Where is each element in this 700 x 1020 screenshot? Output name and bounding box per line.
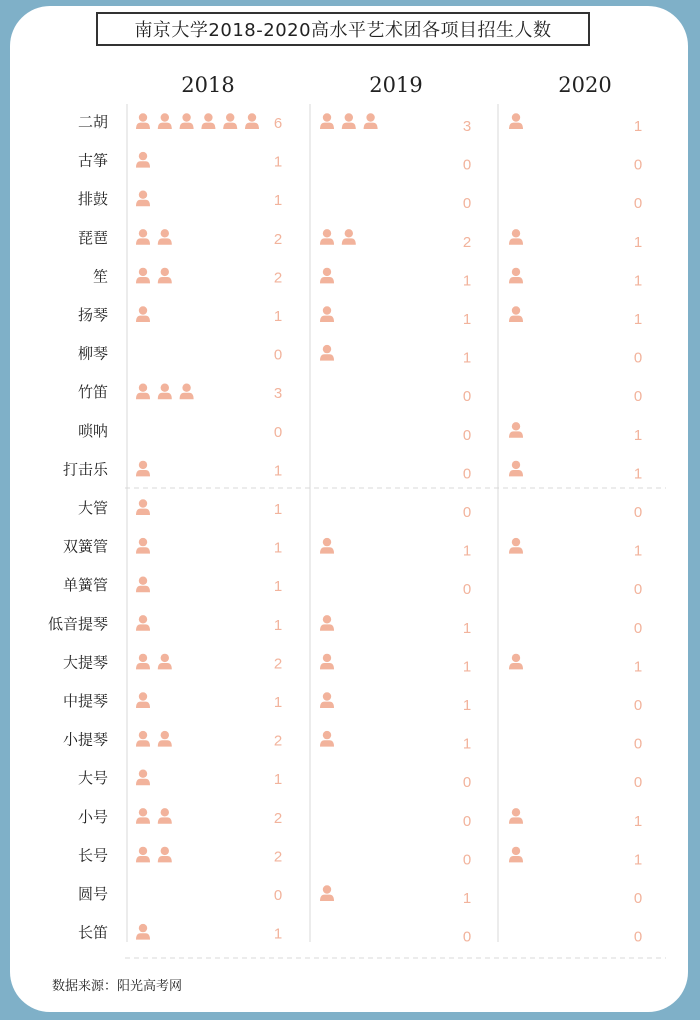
value-label: 1 [633,658,643,676]
person-icon [201,113,215,129]
person-icon [136,384,150,400]
value-label: 1 [633,233,643,251]
category-label: 打击乐 [62,460,108,479]
value-label: 0 [273,423,283,441]
person-icon [136,808,150,824]
category-label: 长笛 [77,923,108,942]
value-label: 0 [462,581,472,599]
value-label: 2 [273,809,283,827]
person-icon [136,538,150,554]
value-label: 1 [273,616,283,634]
value-label: 1 [462,272,472,290]
person-icon [509,113,523,129]
value-label: 1 [273,308,283,325]
person-icon [320,345,334,361]
value-label: 0 [633,156,643,174]
value-label: 1 [633,542,643,560]
value-label: 1 [633,851,643,869]
value-label: 1 [273,462,283,480]
value-label: 0 [462,465,472,483]
person-icon [509,229,523,245]
value-label: 1 [633,426,643,444]
category-label: 大号 [77,769,108,788]
value-label: 0 [273,346,283,364]
category-label: 扬琴 [77,306,108,324]
value-label: 2 [273,732,283,750]
person-icon [136,152,150,168]
value-label: 1 [273,771,283,789]
category-label: 柳琴 [77,344,108,363]
value-label: 1 [462,735,472,753]
person-icon [320,113,334,129]
person-icon [509,847,523,863]
value-label: 0 [633,890,643,907]
person-icon [320,654,334,670]
value-label: 1 [633,812,643,830]
person-icon [136,577,150,593]
value-label: 1 [462,542,472,560]
person-icon [158,808,172,824]
value-label: 1 [633,272,643,290]
person-icon [136,113,150,129]
person-icon [223,113,237,129]
person-icon [136,731,150,747]
value-label: 1 [633,118,643,135]
person-icon [136,847,150,863]
value-label: 6 [273,115,283,132]
value-label: 0 [633,388,643,406]
value-label: 0 [462,928,472,946]
person-icon [180,384,194,400]
value-label: 2 [273,655,283,673]
value-label: 0 [462,195,472,213]
value-label: 3 [462,118,472,135]
person-icon [320,229,334,245]
person-icon [342,113,356,129]
value-label: 1 [462,311,472,328]
value-label: 1 [462,349,472,367]
category-label: 竹笛 [77,383,108,402]
person-icon [158,113,172,129]
category-label: 小号 [77,807,108,826]
value-label: 1 [462,658,472,676]
category-label: 低音提琴 [47,614,108,633]
value-label: 1 [273,192,283,210]
value-label: 0 [462,426,472,444]
value-label: 1 [462,697,472,714]
value-label: 1 [273,694,283,711]
person-icon [509,654,523,670]
value-label: 1 [633,465,643,483]
person-icon [320,731,334,747]
person-icon [136,499,150,515]
person-icon [136,654,150,670]
value-label: 0 [633,774,643,792]
category-label: 单簧管 [62,576,108,595]
value-label: 0 [462,774,472,792]
category-label: 排鼓 [77,190,108,209]
category-label: 长号 [77,846,108,865]
person-icon [158,731,172,747]
person-icon [320,538,334,554]
value-label: 0 [273,887,283,904]
person-icon [509,461,523,477]
person-icon [320,885,334,901]
person-icon [158,268,172,284]
person-icon [245,113,259,129]
category-label: 大提琴 [62,653,108,672]
person-icon [364,113,378,129]
person-icon [136,306,150,322]
value-label: 1 [273,539,283,557]
value-label: 3 [273,385,283,403]
category-label: 大管 [77,499,108,517]
person-icon [320,268,334,284]
category-label: 双簧管 [62,537,108,556]
person-icon [320,306,334,322]
value-label: 1 [273,925,283,943]
value-label: 0 [462,504,472,521]
category-label: 唢呐 [77,421,108,440]
category-label: 中提琴 [62,692,108,710]
value-label: 1 [462,619,472,637]
value-label: 0 [633,735,643,753]
year-label: 2018 [181,73,235,97]
person-icon [320,692,334,708]
value-label: 2 [273,230,283,248]
chart-title: 南京大学2018-2020高水平艺术团各项目招生人数 [96,12,590,46]
value-label: 2 [273,848,283,866]
person-icon [136,191,150,207]
value-label: 2 [462,233,472,251]
person-icon [509,538,523,554]
value-label: 1 [273,501,283,518]
category-label: 二胡 [77,113,108,131]
value-label: 0 [462,851,472,869]
value-label: 0 [633,504,643,521]
person-icon [136,692,150,708]
value-label: 0 [462,156,472,174]
category-label: 笙 [92,267,108,286]
value-label: 0 [633,928,643,946]
value-label: 1 [273,578,283,596]
person-icon [158,229,172,245]
category-label: 琵琶 [77,228,108,247]
value-label: 0 [633,619,643,637]
person-icon [136,770,150,786]
value-label: 0 [462,388,472,406]
value-label: 0 [462,812,472,830]
person-icon [136,924,150,940]
person-icon [158,654,172,670]
person-icon [136,229,150,245]
person-icon [509,306,523,322]
person-icon [509,268,523,284]
value-label: 0 [633,349,643,367]
person-icon [509,808,523,824]
person-icon [136,268,150,284]
category-label: 古筝 [77,151,108,170]
value-label: 1 [633,311,643,328]
value-label: 2 [273,269,283,287]
value-label: 1 [273,153,283,171]
person-icon [136,615,150,631]
year-label: 2020 [558,73,612,97]
year-label: 2019 [369,73,423,97]
person-icon [136,461,150,477]
value-label: 1 [462,890,472,907]
person-icon [158,384,172,400]
data-source: 数据来源：阳光高考网 [52,979,183,994]
category-label: 小提琴 [62,730,108,749]
value-label: 0 [633,581,643,599]
category-label: 圆号 [77,885,108,903]
person-icon [320,615,334,631]
value-label: 0 [633,195,643,213]
value-label: 0 [633,697,643,714]
person-icon [509,422,523,438]
person-icon [158,847,172,863]
person-icon [180,113,194,129]
person-icon [342,229,356,245]
